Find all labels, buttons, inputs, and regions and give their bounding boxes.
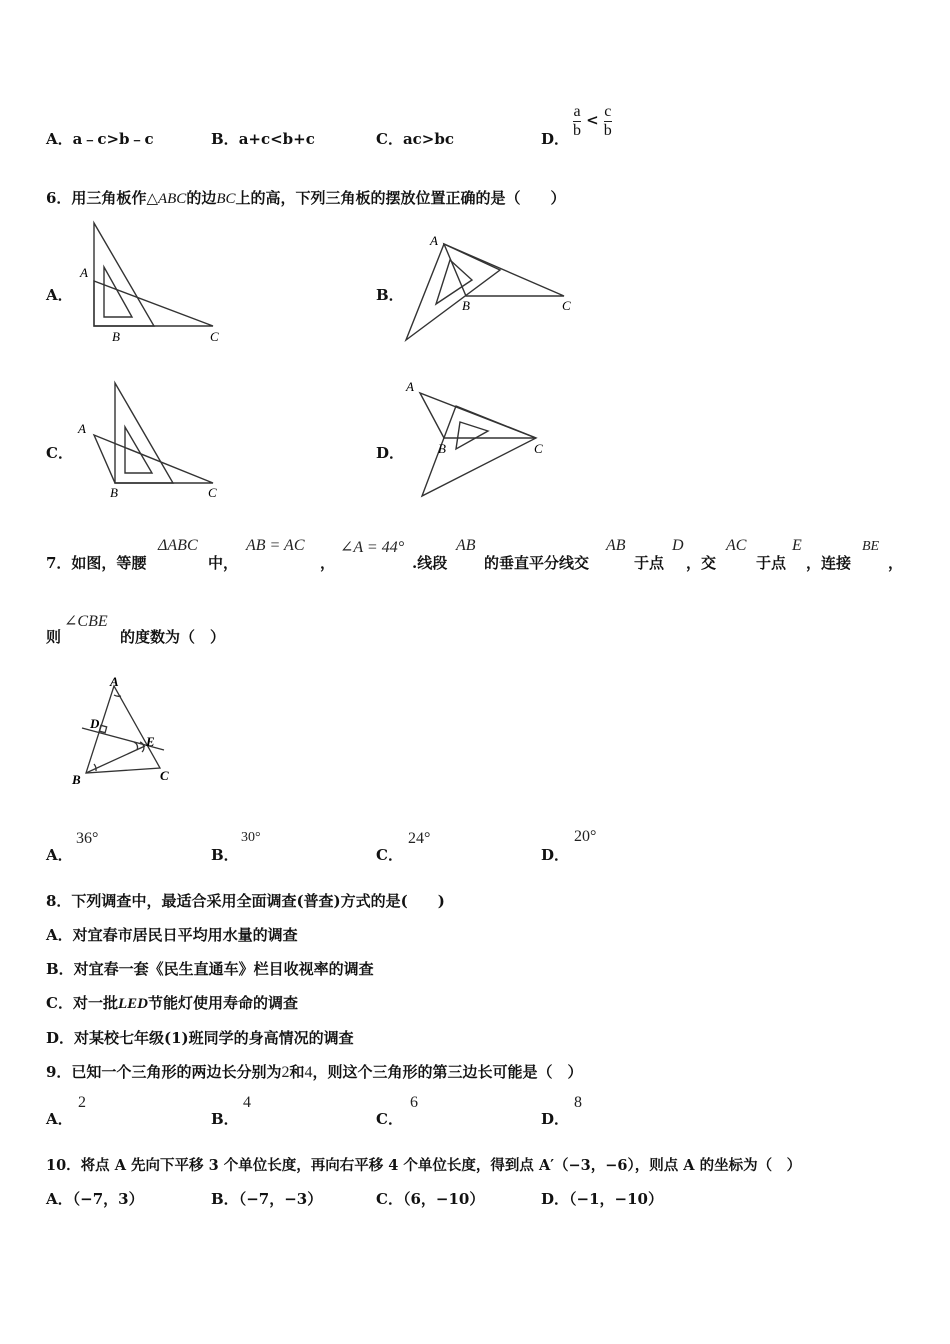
q8-option-b[interactable]: B．对宜春一套《民生直通车》栏目收视率的调查 [46,960,374,978]
math-ab-eq-ac: AB = AC [246,537,305,554]
point-c-label: C [160,768,169,783]
stem-text: 中， [208,554,239,572]
q7-option-d-value: 20° [574,828,597,845]
point-c-label: C [534,441,543,456]
q5-option-b[interactable] [211,128,315,149]
option-label: B． [211,130,239,148]
stem-text: 上的高，下列三角板的摆放位置正确的是（ ） [235,189,566,207]
q8-stem: 8．下列调查中，最适合采用全面调查(普查)方式的是( ) [46,892,445,910]
q10-options [46,1188,746,1210]
less-than-sign: < [586,111,599,129]
q7-option-d[interactable]: D． [541,846,570,864]
q9-option-a-value: 2 [78,1094,86,1111]
q8-option-a[interactable]: A．对宜春市居民日平均用水量的调查 [46,926,298,944]
q5-option-c[interactable] [376,128,454,149]
set-square-inner [104,267,132,317]
q9-options [46,1092,646,1128]
q7-stem-line2 [46,611,346,651]
q6-figure-d [400,377,560,502]
point-b-label: B [110,485,118,500]
option-label: A． [46,1190,73,1208]
stem-text: .线段 [412,554,448,572]
q9-option-c[interactable]: C． [376,1110,403,1128]
q9-option-d-value: 8 [574,1094,582,1111]
q8-option-d[interactable]: D．对某校七年级(1)班同学的身高情况的调查 [46,1029,354,1047]
option-text: 节能灯使用寿命的调查 [147,994,298,1012]
denominator: b [603,122,612,139]
q9-option-b[interactable]: B． [211,1110,239,1128]
point-c-label: C [210,329,219,344]
option-label: C． [376,130,403,148]
option-text-italic: LED [117,996,148,1012]
stem-text: 和 [289,1063,305,1081]
stem-text: 于点 [634,554,665,572]
q10-option-c[interactable] [376,1188,484,1209]
option-value: （6，−10） [402,1190,485,1208]
math-angle-a: ∠A = 44° [340,539,405,556]
q10-stem: 10．将点 A 先向下平移 3 个单位长度，再向右平移 4 个单位长度，得到点 A′（−3，−6），则点 A 的坐标为（ ） [46,1157,802,1174]
stem-text: 则 [46,628,62,646]
point-c-label: C [562,298,571,313]
q10-option-a[interactable] [46,1188,144,1209]
point-a-label: A [406,379,414,394]
math-angle-cbe: ∠CBE [64,613,108,630]
stem-text: 9．已知一个三角形的两边长分别为 [46,1063,282,1081]
point-b-label: B [72,772,81,787]
q6-figure-b [396,230,586,350]
q7-option-b[interactable]: B． [211,846,239,864]
point-d-label: D [90,716,100,731]
numerator: a [573,103,581,120]
q9-option-d[interactable]: D． [541,1110,570,1128]
set-square-inner [125,427,152,473]
option-label: C． [376,1190,403,1208]
stem-text: ，则这个三角形的第三边长可能是（ ） [312,1063,583,1081]
point-a-label: A [78,421,86,436]
math-abc: ABC [157,191,187,207]
q7-stem [46,537,926,577]
right-angle-mark [99,725,106,732]
point-b-label: B [462,298,470,313]
point-b-label: B [112,329,120,344]
stem-text: ，交 [686,554,717,572]
q9-option-b-value: 4 [243,1094,251,1111]
q9-option-a[interactable]: A． [46,1110,73,1128]
numerator: c [604,103,612,120]
q9-option-c-value: 6 [410,1094,418,1111]
option-label: A． [46,130,73,148]
stem-text: 7．如图，等腰 [46,554,147,572]
point-c-label: C [208,485,217,500]
angle-mark-b [94,764,96,771]
number-2: 2 [281,1064,290,1081]
q7-option-b-value: 30° [241,830,261,845]
q6-option-c-label[interactable]: C． [46,444,73,462]
q10-option-b[interactable] [211,1188,322,1209]
q7-option-c-value: 24° [408,830,431,847]
stem-text: ， [320,554,336,572]
point-e-label: E [146,734,155,749]
point-a-label: A [430,233,438,248]
q10-option-d[interactable] [541,1188,663,1209]
set-square-outer [115,383,173,483]
segment-be [86,746,145,773]
q6-option-a-label[interactable]: A． [46,286,73,304]
fraction-a-over-b [573,103,581,140]
q8-option-c[interactable] [46,992,298,1013]
math-triangle-abc: ΔABC [158,537,198,554]
option-value: （−7，−3） [238,1190,323,1208]
set-square-outer [94,223,154,326]
point-b-label: B [438,441,446,456]
triangle-abc [94,281,213,326]
option-text: C．对一批 [46,994,118,1012]
q7-figure [70,672,190,792]
q7-option-a-value: 36° [76,830,99,847]
triangle-abc [94,435,213,483]
point-a-label: A [80,265,88,280]
q5-option-d-expression [573,103,612,140]
stem-text: ，连接 [806,554,852,572]
fraction-c-over-b [604,103,612,140]
option-value: （−1，−10） [569,1190,663,1208]
q5-option-d-label[interactable]: D． [541,130,570,148]
q5-option-a[interactable] [46,128,154,149]
option-label: D． [541,1190,570,1208]
option-label: B． [211,1190,239,1208]
q7-option-c[interactable]: C． [376,846,403,864]
angle-mark-a [114,695,121,696]
q6-figure-c [70,375,230,510]
number-4: 4 [304,1064,313,1081]
stem-text: 的度数为（ ） [120,628,226,646]
point-a-label: A [110,674,119,689]
math-ab: AB [456,537,476,554]
math-bc: BC [216,191,236,207]
q9-stem [46,1061,582,1082]
stem-text: 于点 [756,554,787,572]
stem-text: 的边 [186,189,217,207]
q6-figure-a [70,215,230,350]
denominator: b [573,122,581,139]
q7-option-a[interactable]: A． [46,846,73,864]
stem-text: 的垂直平分线交 [484,554,590,572]
q6-option-d-label[interactable]: D． [376,444,405,462]
q6-stem [46,187,566,208]
option-text: ac>bc [402,130,454,148]
q6-option-b-label[interactable]: B． [376,286,404,304]
math-point-e: E [792,537,802,554]
stem-text: 6．用三角板作△ [46,189,158,207]
math-ab: AB [606,537,626,554]
math-ac: AC [726,537,747,554]
math-be: BE [862,539,880,554]
triangle-abc [420,393,536,438]
option-text: a+c<b+c [238,130,315,148]
stem-text: ， [888,554,904,572]
option-value: （−7，3） [72,1190,144,1208]
set-square-inner [456,422,488,449]
q7-options [46,828,646,864]
option-text: a﹣c>b﹣c [72,130,154,148]
math-point-d: D [672,537,684,554]
